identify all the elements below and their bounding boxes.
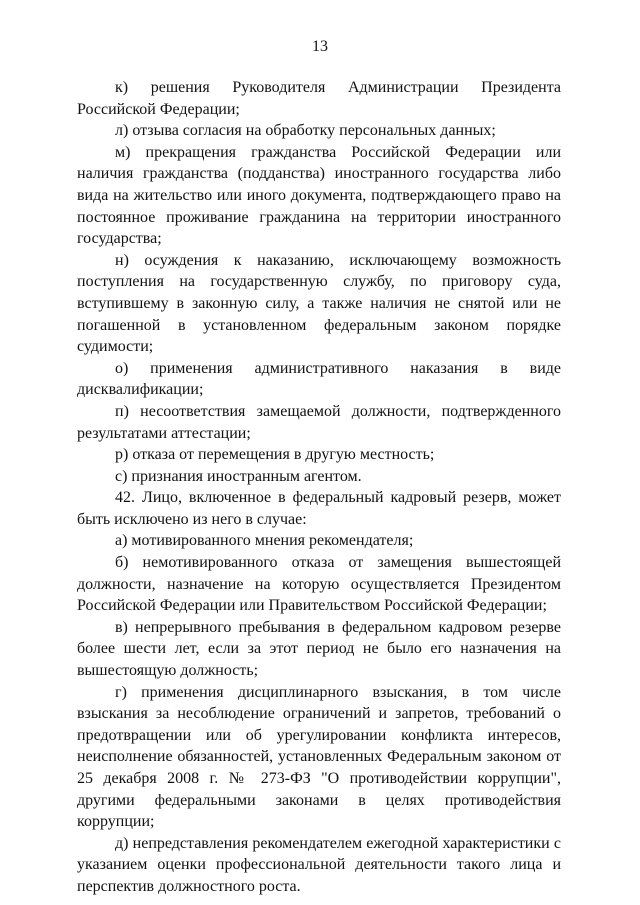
page-number: 13: [312, 38, 328, 55]
paragraph-g-item: г) применения дисциплинарного взыскания, в том числе взыскания за несоблюдение ограничений и запретов, требований о предотвращении или об урегулировании конфликта интересов, неисполнение обязанностей, установленных Федеральным законом от 25 декабря 2008 г. № 273-ФЗ "О противодействии коррупции", другими федеральными законами в целях противодействия коррупции;: [77, 683, 561, 831]
paragraph-r-item: р) отказа от перемещения в другую местность;: [115, 446, 435, 464]
section-42-heading: 42. Лицо, включенное в федеральный кадровый резерв, может быть исключено из него в случае:: [77, 489, 561, 528]
document-body: [77, 77, 561, 898]
paragraph-v-item: в) непрерывного пребывания в федеральном кадровом резерве более шести лет, если за этот период не было его назначения на вышестоящую должность;: [77, 618, 561, 680]
paragraph-o-item: о) применения административного наказания в виде дисквалификации;: [77, 359, 561, 399]
paragraph-p-item: п) несоответствия замещаемой должности, подтвержденного результатами аттестации;: [77, 402, 561, 442]
paragraph-k-item: к) решения Руководителя Администрации Президента Российской Федерации;: [77, 79, 561, 118]
paragraph-m-item: м) прекращения гражданства Российской Федерации или наличия гражданства (подданства) иностранного государства либо вида на жительство или иного документа, подтверждающего право на постоянное проживание гражданина на территории иностранного государства;: [77, 143, 561, 248]
paragraph-l-item: л) отзыва согласия на обработку персональных данных;: [115, 122, 496, 140]
paragraph-b-item: б) немотивированного отказа от замещения вышестоящей должности, назначение на которую осуществляется Президентом Российской Федерации или Правительством Российской Федерации;: [77, 554, 561, 615]
paragraph-s-item: с) признания иностранным агентом.: [115, 467, 362, 485]
paragraph-d-item: д) непредставления рекомендателем ежегодной характеристики с указанием оценки профессиональной деятельности такого лица и перспектив должностного роста.: [77, 834, 561, 895]
paragraph-a-item: а) мотивированного мнения рекомендателя;: [115, 532, 414, 550]
paragraph-n-item: н) осуждения к наказанию, исключающему возможность поступления на государственную службу, по приговору суда, вступившему в законную силу, а также наличия не снятой или не погашенной в установленном федеральным законом порядке судимости;: [77, 251, 561, 356]
